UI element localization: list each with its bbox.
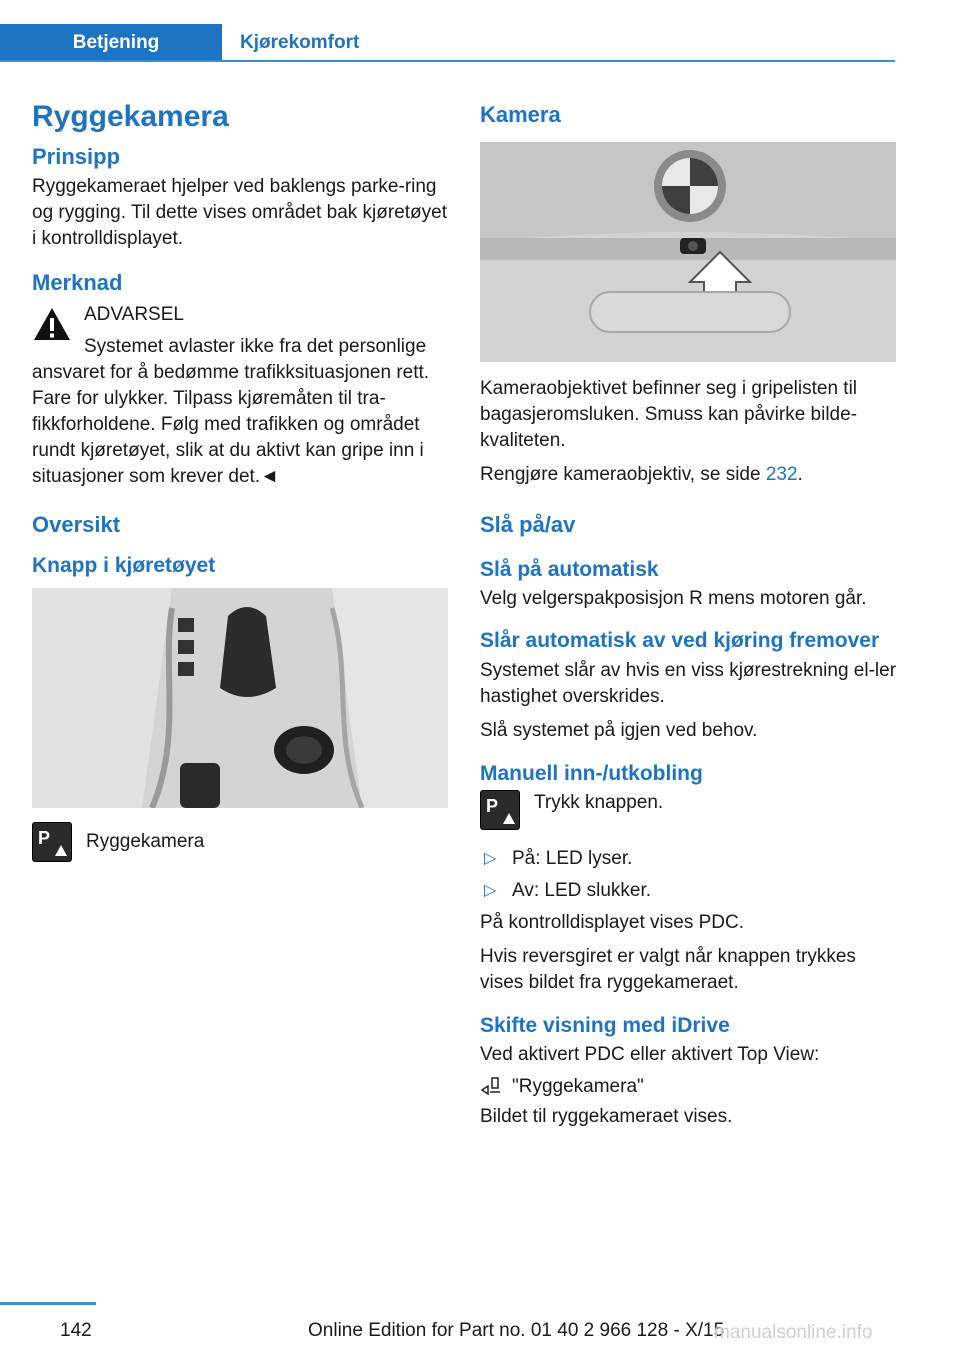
button-caption-row: [32, 822, 448, 862]
onoff-heading: Slå på/av: [480, 512, 576, 537]
rear-view-camera-icon: [480, 1076, 502, 1098]
warning-title: ADVARSEL: [84, 304, 184, 325]
bullet-led-on: [480, 846, 896, 872]
edition-text: Online Edition for Part no. 01 40 2 966 128 - X/15: [308, 1320, 725, 1341]
clean-camera-text: [480, 462, 896, 488]
tab-betjening[interactable]: Betjening: [0, 24, 222, 62]
page-link-232[interactable]: 232: [765, 464, 798, 485]
page-number: 142: [60, 1320, 92, 1341]
reverse-text: Hvis reversgiret er valgt når knappen trykkes vises bildet fra ryggekameraet.: [480, 946, 856, 993]
button-heading: Knapp i kjøretøyet: [32, 554, 216, 577]
button-caption: Ryggekamera: [86, 831, 205, 852]
auto-on-heading: Slå på automatisk: [480, 558, 659, 581]
pdc-camera-button-icon: P: [32, 822, 72, 862]
warning-block: [32, 302, 448, 490]
clean-suffix: .: [797, 464, 803, 485]
principle-text: Ryggekameraet hjelper ved baklengs parke-ring og rygging. Til dette vises området bak kjøretøyet i kontrolldisplayet.: [32, 176, 448, 249]
camera-text: Kameraobjektivet befinner seg i gripelisten til bagasjeromsluken. Smuss kan påvirke bilde-kvaliteten.: [480, 378, 858, 451]
triangle-bullet-icon: ▷: [484, 882, 497, 899]
page-footer: [0, 1302, 960, 1362]
manual-press-text: Trykk knappen.: [534, 792, 664, 813]
bullet-text: På: LED lyser.: [512, 848, 633, 869]
watermark: manualsonline.info: [714, 1322, 873, 1343]
auto-off-text: Systemet slår av hvis en viss kjørestrekning el-ler hastighet overskrides.: [480, 660, 897, 707]
idrive-text: Ved aktivert PDC eller aktivert Top View:: [480, 1044, 820, 1065]
camera-photo: [480, 142, 896, 362]
triangle-bullet-icon: ▷: [484, 850, 497, 867]
footer-rule: [0, 1302, 96, 1305]
pdc-camera-button-icon-2: P: [480, 790, 520, 830]
header-rule: [0, 60, 895, 62]
right-column: [480, 100, 896, 1138]
camera-heading: Kamera: [480, 102, 561, 127]
rear-camera-image: [480, 142, 896, 362]
auto-on-text: Velg velgerspakposisjon R mens motoren går.: [480, 588, 867, 609]
center-console-image: [32, 588, 448, 808]
overview-heading: Oversikt: [32, 512, 121, 537]
bullet-text: Av: LED slukker.: [512, 880, 652, 901]
warning-text: Systemet avlaster ikke fra det personlige ansvaret for å bedømme trafikksituasjonen rett. Fare for ulykker. Tilpass kjøremåten til tra-fikkforholdene. Følg med trafikken og området rundt kjøretøyet, slik at du aktivt kan gripe inn i situasjoner som krever det.◄: [32, 336, 430, 487]
manual-heading: Manuell inn-/utkobling: [480, 762, 703, 785]
auto-off-heading: Slår automatisk av ved kjøring fremover: [480, 629, 880, 652]
note-heading: Merknad: [32, 270, 123, 295]
left-column: [32, 100, 448, 862]
auto-off-text-2: Slå systemet på igjen ved behov.: [480, 720, 758, 741]
bullet-led-off: [480, 878, 896, 904]
header-tabbar: [0, 24, 895, 62]
console-photo: [32, 588, 448, 808]
idrive-option-row: [480, 1076, 896, 1098]
tab-kjorekomfort[interactable]: Kjørekomfort: [240, 32, 360, 53]
clean-prefix: Rengjøre kameraobjektiv, se side: [480, 464, 766, 485]
idrive-result-text: Bildet til ryggekameraet vises.: [480, 1106, 733, 1127]
principle-heading: Prinsipp: [32, 144, 121, 169]
pdc-text: På kontrolldisplayet vises PDC.: [480, 912, 744, 933]
warning-icon: [32, 306, 72, 342]
idrive-option-text[interactable]: "Ryggekamera": [512, 1076, 644, 1097]
manual-press-row: [480, 790, 896, 830]
page-title: Ryggekamera: [32, 100, 229, 133]
idrive-heading: Skifte visning med iDrive: [480, 1014, 730, 1037]
